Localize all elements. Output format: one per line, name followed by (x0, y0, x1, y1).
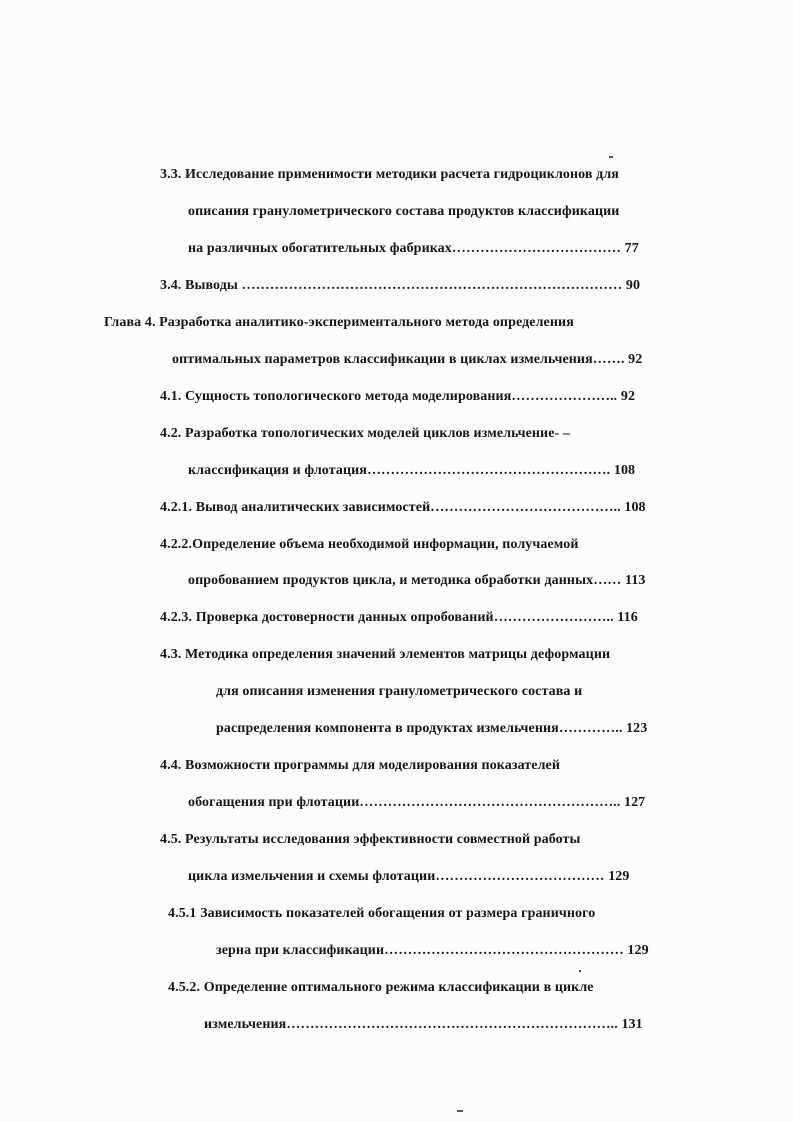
toc-line-4-5: 4.5. Результаты исследования эффективности совместной работы (160, 832, 581, 847)
toc-line-4-5-1: 4.5.1 Зависимость показателей обогащения от размера граничного (168, 906, 596, 921)
scan-speck (609, 156, 613, 158)
toc-line-4-2-cont: классификация и флотация……………………………………………. 108 (188, 463, 636, 478)
toc-line-3-3-cont1: описания гранулометрического состава продуктов классификации (188, 204, 620, 219)
toc-line-chapter-4: Глава 4. Разработка аналитико-экспериментального метода определения (104, 315, 574, 330)
toc-line-3-3: 3.3. Исследование применимости методики расчета гидроциклонов для (160, 167, 619, 182)
toc-line-4-5-1-cont: зерна при классификации…………………………………………… 129 (216, 943, 649, 958)
toc-line-4-3: 4.3. Методика определения значений элементов матрицы деформации (160, 647, 611, 662)
toc-line-4-1: 4.1. Сущность топологического метода моделирования………………….. 92 (160, 389, 636, 404)
toc-line-4-2-2: 4.2.2.Определение объема необходимой информации, получаемой (160, 537, 579, 552)
toc-line-4-5-cont: цикла измельчения и схемы флотации……………………………… 129 (188, 869, 630, 884)
scan-speck (579, 970, 581, 972)
toc-line-4-2-2-cont: опробованием продуктов цикла, и методика обработки данных…… 113 (188, 573, 646, 588)
toc-line-4-2: 4.2. Разработка топологических моделей циклов измельчение- – (160, 426, 571, 441)
toc-line-4-2-3: 4.2.3. Проверка достоверности данных опробований…………………….. 116 (160, 610, 638, 625)
scan-speck (457, 1110, 463, 1112)
toc-line-4-4: 4.4. Возможности программы для моделирования показателей (160, 758, 561, 773)
toc-line-4-5-2: 4.5.2. Определение оптимального режима классификации в цикле (168, 980, 594, 995)
toc-line-4-3-cont2: распределения компонента в продуктах измельчения………….. 123 (216, 721, 648, 736)
toc-line-chapter-4-cont: оптимальных параметров классификации в циклах измельчения……. 92 (172, 352, 643, 367)
toc-line-4-4-cont: обогащения при флотации……………………………………………….. 127 (188, 795, 646, 810)
toc-line-4-3-cont1: для описания изменения гранулометрического состава и (216, 684, 583, 699)
toc-line-3-3-cont2: на различных обогатительных фабриках……………………………… 77 (188, 241, 639, 256)
toc-line-3-4: 3.4. Выводы ……………………………………………………………………… 90 (160, 278, 641, 293)
toc-line-4-2-1: 4.2.1. Вывод аналитических зависимостей………………………………….. 108 (160, 500, 646, 515)
toc-line-4-5-2-cont: измельчения…………………………………………………………….. 131 (204, 1017, 643, 1032)
